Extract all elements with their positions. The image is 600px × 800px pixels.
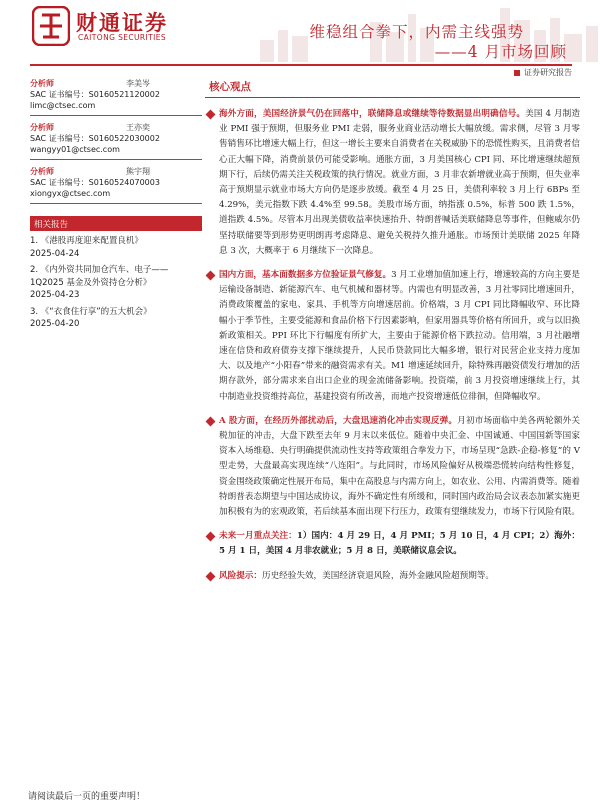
point-body: 历史经验失效，美国经济衰退风险，海外金融风险超预期等。 (261, 570, 495, 581)
analyst-card (30, 122, 202, 160)
related-report-date: 2025-04-20 (30, 319, 80, 329)
analyst-cert: SAC 证书编号：S0160522030002 (30, 134, 160, 143)
header-divider (30, 64, 572, 66)
logo-name: 财通证券 (76, 11, 168, 35)
diamond-bullet-icon (206, 110, 216, 120)
analyst-email[interactable]: limc@ctsec.com (30, 101, 96, 110)
related-report-title: 1. 《港股再度迎来配置良机》 (30, 236, 143, 246)
report-header (0, 0, 600, 78)
related-reports-list (30, 235, 202, 331)
diamond-bullet-icon (206, 271, 216, 281)
analyst-cert: SAC 证书编号：S0160524070003 (30, 178, 160, 187)
point-body: 美国 4 月制造业 PMI 强于预期，但服务业 PMI 走弱，服务业商业活动增长大幅放缓。需求侧，尽管 3 月零售销售环比增速大幅上行，但这一增长主要来自消费者在关税威胁下的恐慌性购买，且消费者信心正大幅下降，消费前景仍可能受影响。通胀方面，3 月美国核心 CPI 同、环比增速继续超预期下行，后续仍需关注关税政策的执行情况。就业方面，3 月非农新增就业高于预期，但失业率高于预期显示就业市场大方向仍是逐步放缓。截至 4 月 25 日，美债利率较 3 月上行 6BPs 至 4.29%，美元指数下跌 4.4%至 99.58。美股市场方面，纳指涨 0.5%，标普 500 跌 1.5%，道指跌 4.5%。尽管本月出现美债收益率快速抬升、特朗普喊话美联储降息等事件，但鲍威尔仍坚持联储要等到形势更明朗再考虑降息、避免关税持久推升通胀。市场预计美联储 2025 年降息 3 次，大概率于 6 月继续下一次降息。 (219, 109, 580, 256)
point-lead: A 股方面，在经历外部扰动后，大盘迅速消化冲击实现反弹。 (219, 415, 458, 426)
core-point-domestic (205, 268, 580, 405)
report-subtitle: ——4 月市场回顾 (434, 43, 567, 61)
caitong-logo-icon (32, 6, 70, 46)
diamond-bullet-icon (206, 571, 216, 581)
core-point-a-share (205, 414, 580, 520)
related-report-date: 2025-04-24 (30, 248, 80, 259)
report-type-text: 证券研究报告 (524, 68, 572, 77)
analyst-card (30, 166, 202, 204)
analyst-cert: SAC 证书编号：S0160521120002 (30, 90, 160, 99)
analyst-role: 分析师 (30, 167, 54, 176)
core-views-section (205, 79, 580, 584)
point-lead: 海外方面，美国经济景气仍在回落中，联储降息或继续等待数据显出明确信号。 (219, 109, 526, 119)
core-point-overseas (205, 107, 580, 259)
related-report-title: 2. 《内外资共同加仓汽车、电子——1Q2025 基金及外资持仓分析》 (30, 265, 169, 288)
related-reports-heading: 相关报告 (30, 216, 202, 231)
related-report-title: 3. 《“衣食住行享”的五大机会》 (30, 306, 152, 317)
analyst-name: 王亦奕 (126, 123, 150, 132)
report-type-label (514, 67, 572, 78)
analyst-email[interactable]: xiongyx@ctsec.com (30, 189, 111, 198)
analyst-sidebar (30, 72, 202, 335)
related-report-item[interactable] (30, 306, 202, 331)
point-lead: 国内方面，基本面数据多方位验证景气修复。 (219, 270, 392, 281)
core-point-risk (205, 569, 580, 584)
square-bullet-icon (514, 70, 520, 76)
core-views-heading: 核心观点 (205, 79, 580, 98)
point-body: 3 月工业增加值加速上行，增速较高的方向主要是运输设备制造、新能源汽车、电气机械和器材等。内需也有明显改善，3 月社零同比增速回升，消费政策覆盖的家电、家具、手机等方向增速居前。价格端，3 月 CPI 同比降幅收窄、环比降幅小于季节性，主要受能源和食品价格下行因素影响，但家用器具等价格有所回升，或与以旧换新政策相关。PPI 环比下行幅度有所扩大，主要由于能源价格下跌拉动。信用端，3 月社融增速在信贷和政府债券支撑下继续提升，人民币贷款同比大幅多增，银行对民营企业支持力度加大、以及地产“小阳春”带来的融资需求有关。M1 增速延续回升，除特殊再融资债发行增加的活期存款外，部分需求来自出口企业的现金流储备影响。投资端，前 3 月投资增速继续上行，其中制造业投资维持高位，基建投资有所改善，而地产投资增速低位徘徊，但降幅收窄。 (219, 270, 580, 402)
analyst-name: 熊宇翔 (126, 167, 150, 176)
analyst-role: 分析师 (30, 123, 54, 132)
analyst-card (30, 78, 202, 116)
point-body: 1）国内：4 月 29 日，4 月 PMI；5 月 10 日，4 月 CPI；2）海外：5 月 1 日，美国 4 月非农就业；5 月 8 日，美联储议息会议。 (219, 531, 580, 557)
report-title: 维稳组合拳下，内需主线强势 (309, 23, 524, 41)
logo-english-name: CAITONG SECURITIES (78, 33, 167, 42)
diamond-bullet-icon (206, 416, 216, 426)
point-body: 月初市场面临中美各两轮额外关税加征的冲击，大盘下跌至去年 9 月末以来低位。随着中央汇金、中国诚通、中国国新等国家资本入场维稳、央行明确提供流动性支持等政策组合拳发力下，市场呈现“急跌-企稳-修复”的 V 型走势，大盘最高实现连续“八连阳”。与此同时，市场风险偏好从极端恐慌转向结构性修复，资金围绕政策确定性展开布局，集中在高股息与内需方向上，如农业、公用、内需消费等。随着特朗普表态期望与中国达成协议，海外不确定性有所缓和，同时国内政治局会议表态加紧实施更加积极有为的宏观政策，若后续基本面出现下行压力，政策有望继续发力，市场下行风险有限。 (219, 415, 580, 518)
diamond-bullet-icon (206, 532, 216, 542)
point-lead: 未来一月重点关注： (219, 531, 297, 542)
related-report-item[interactable] (30, 264, 202, 302)
disclaimer-note: 请阅读最后一页的重要声明！ (28, 792, 146, 800)
analyst-name: 李美岑 (126, 79, 150, 88)
related-report-item[interactable] (30, 235, 202, 260)
point-lead: 风险提示： (219, 570, 262, 581)
analyst-role: 分析师 (30, 79, 54, 88)
related-report-date: 2025-04-23 (30, 290, 80, 300)
analyst-email[interactable]: wangyy01@ctsec.com (30, 145, 120, 154)
core-point-watchlist (205, 529, 580, 559)
